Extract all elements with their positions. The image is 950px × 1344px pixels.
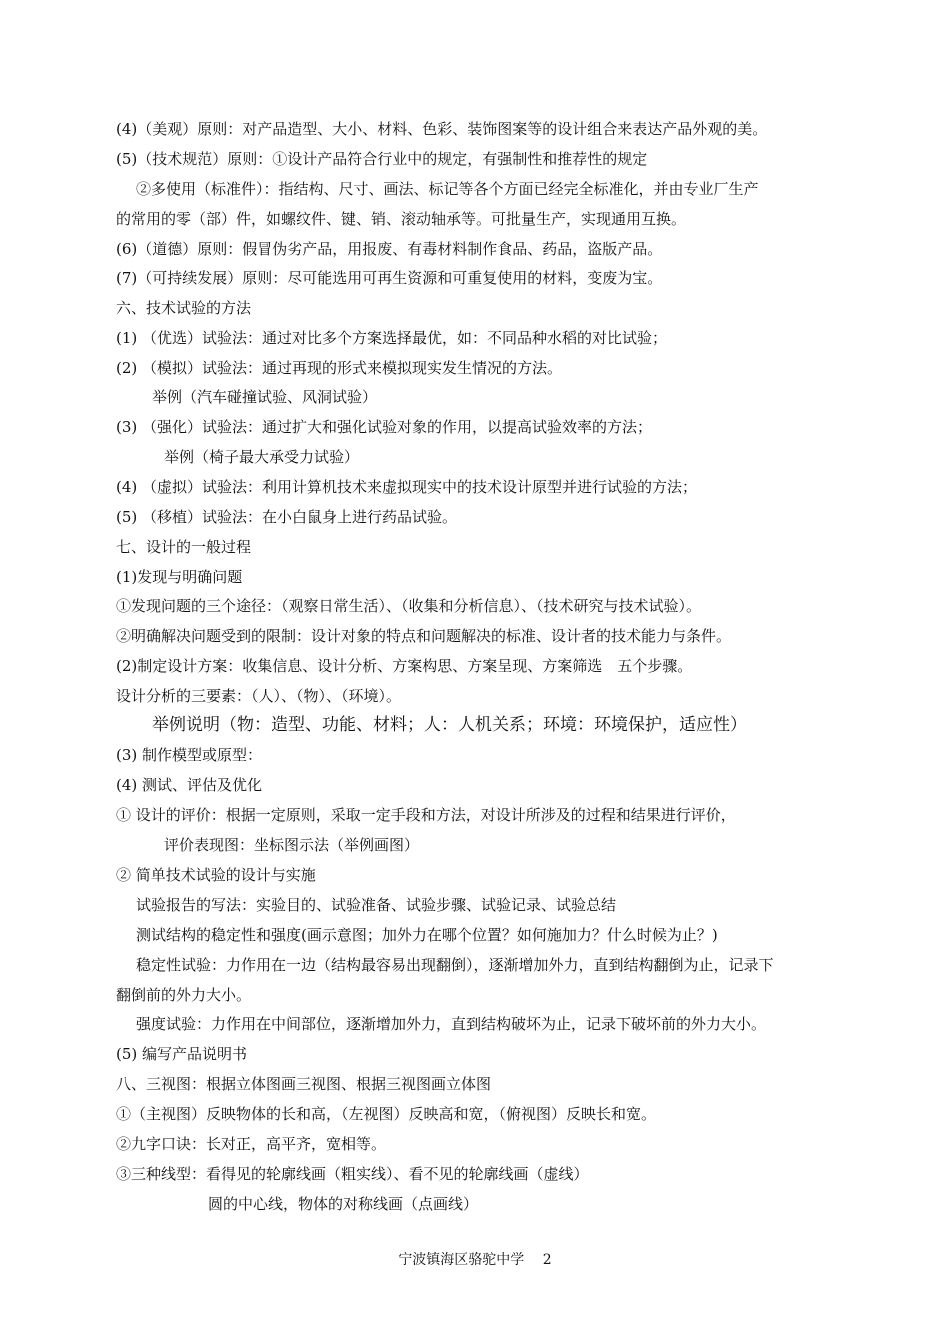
text-line: 的常用的零（部）件，如螺纹件、键、销、滚动轴承等。可批量生产，实现通用互换。: [116, 210, 687, 228]
text-line: ③三种线型：看得见的轮廓线画（粗实线）、看不见的轮廓线画（虚线）: [116, 1165, 589, 1183]
text-line: (2) （模拟）试验法：通过再现的形式来模拟现实发生情况的方法。: [116, 359, 563, 377]
text-line: 举例（椅子最大承受力试验）: [164, 448, 360, 466]
text-line: ① 设计的评价：根据一定原则，采取一定手段和方法，对设计所涉及的过程和结果进行评价，: [116, 806, 736, 824]
text-line: 评价表现图：坐标图示法（举例画图）: [164, 836, 420, 854]
text-line: (2)制定设计方案：收集信息、设计分析、方案构思、方案呈现、方案筛选 五个步骤。: [116, 657, 693, 675]
text-line: (5) （移植）试验法：在小白鼠身上进行药品试验。: [116, 508, 458, 526]
text-line: ②明确解决问题受到的限制：设计对象的特点和问题解决的标准、设计者的技术能力与条件。: [116, 627, 732, 645]
text-line: (1)发现与明确问题: [116, 568, 243, 586]
text-line: ②九字口诀：长对正，高平齐，宽相等。: [116, 1135, 387, 1153]
section-heading: 八、三视图：根据立体图画三视图、根据三视图画立体图: [116, 1075, 492, 1093]
text-line: (5) 编写产品说明书: [116, 1045, 248, 1063]
text-line: 设计分析的三要素：（人）、（物）、（环境）。: [116, 687, 402, 705]
text-line: (1) （优选）试验法：通过对比多个方案选择最优，如：不同品种水稻的对比试验；: [116, 329, 668, 347]
text-line: (4)（美观）原则：对产品造型、大小、材料、色彩、装饰图案等的设计组合来表达产品外观的美。: [116, 120, 768, 138]
text-line: 测试结构的稳定性和强度(画示意图；加外力在哪个位置？如何施加力？什么时候为止？): [136, 926, 718, 944]
text-line: (3) 制作模型或原型：: [116, 746, 263, 764]
text-line: 举例（汽车碰撞试验、风洞试验）: [152, 388, 378, 406]
text-line: 圆的中心线，物体的对称线画（点画线）: [208, 1195, 479, 1213]
text-line: ①（主视图）反映物体的长和高，（左视图）反映高和宽，（俯视图）反映长和宽。: [116, 1105, 657, 1123]
text-line: (7)（可持续发展）原则：尽可能选用可再生资源和可重复使用的材料，变废为宝。: [116, 269, 663, 287]
text-line: 强度试验：力作用在中间部位，逐渐增加外力，直到结构破坏为止，记录下破坏前的外力大小。: [136, 1015, 767, 1033]
text-line: 举例说明（物：造型、功能、材料；人：人机关系；环境：环境保护，适应性）: [152, 715, 747, 735]
text-line: ①发现问题的三个途径：（观察日常生活）、（收集和分析信息）、（技术研究与技术试验）。: [116, 597, 702, 615]
text-line: (4) （虚拟）试验法：利用计算机技术来虚拟现实中的技术设计原型并进行试验的方法；: [116, 478, 698, 496]
text-line: (5)（技术规范）原则：①设计产品符合行业中的规定，有强制性和推荐性的规定: [116, 150, 648, 168]
text-line: 翻倒前的外力大小。: [116, 986, 252, 1004]
text-line: ② 简单技术试验的设计与实施: [116, 866, 316, 884]
section-heading: 六、技术试验的方法: [116, 299, 252, 317]
text-line: 稳定性试验：力作用在一边（结构最容易出现翻倒），逐渐增加外力，直到结构翻倒为止，记录下: [136, 956, 774, 974]
page-footer: 宁波镇海区骆驼中学 2: [398, 1252, 552, 1268]
text-line: 试验报告的写法：实验目的、试验准备、试验步骤、试验记录、试验总结: [136, 896, 617, 914]
text-line: (4) 测试、评估及优化: [116, 776, 263, 794]
text-line: ②多使用（标准件）：指结构、尺寸、画法、标记等各个方面已经完全标准化，并由专业厂生产: [136, 180, 759, 198]
text-line: (6)（道德）原则：假冒伪劣产品，用报废、有毒材料制作食品、药品，盗版产品。: [116, 240, 663, 258]
text-line: (3) （强化）试验法：通过扩大和强化试验对象的作用，以提高试验效率的方法；: [116, 418, 653, 436]
section-heading: 七、设计的一般过程: [116, 538, 252, 556]
